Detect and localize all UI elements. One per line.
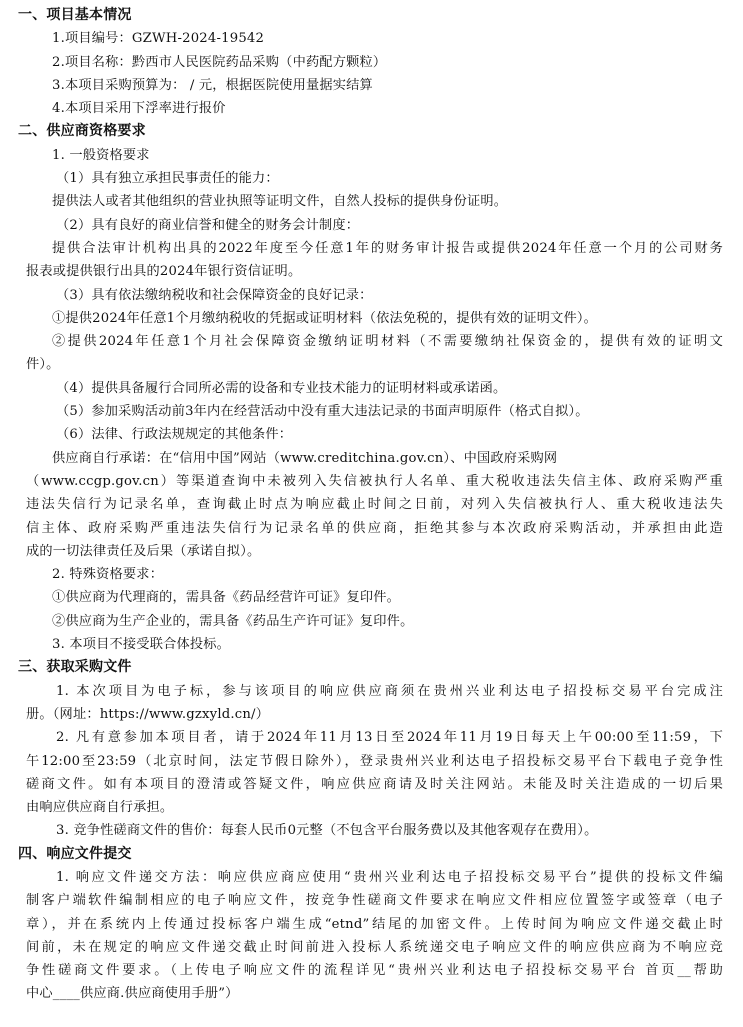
text-line: 册。（网址：https://www.gzxyld.cn/）: [26, 706, 270, 722]
text-line: （3）具有依法缴纳税收和社会保障资金的良好记录：: [56, 287, 373, 303]
text-line: 提供合法审计机构出具的2022年度至今任意1年的财务审计报告或提供2024年任意一个月的公司财务: [52, 240, 723, 256]
section-heading: 三、获取采购文件: [18, 659, 132, 676]
text-line: 章），并在系统内上传通过投标客户端生成“etnd”结尾的加密文件。上传时间为响应文件递交截止时: [26, 916, 723, 932]
text-line: 成的一切法律责任及后果（承诺自拟）。: [26, 543, 261, 559]
text-line: 3. 本项目不接受联合体投标。: [52, 637, 231, 653]
text-line: （5）参加采购活动前3年内在经营活动中没有重大违法记录的书面声明原件（格式自拟）。: [56, 404, 589, 420]
text-line: 3. 竞争性磋商文件的售价：每套人民币0元整（不包含平台服务费以及其他客观存在费用）。: [56, 823, 598, 839]
section-heading: 四、响应文件提交: [18, 845, 132, 862]
section-heading: 二、供应商资格要求: [18, 123, 146, 140]
text-line: 2. 凡有意参加本项目者，请于2024年11月13日至2024年11月19日每天上午00:00至11:59，下: [56, 730, 723, 746]
text-line: 1. 一般资格要求: [52, 147, 150, 163]
text-line: （4）提供具备履行合同所必需的设备和专业技术能力的证明材料或承诺函。: [56, 380, 507, 396]
text-line: 1.项目编号：GZWH-2024-19542: [52, 31, 265, 47]
text-line: 制客户端软件编制相应的电子响应文件，按竞争性磋商文件要求在响应文件相应位置签字或签章（电子: [26, 893, 723, 909]
text-line: ①提供2024年任意1个月缴纳税收的凭据或证明材料（依法免税的，提供有效的证明文件）。: [52, 310, 598, 326]
text-line: 件）。: [26, 357, 60, 373]
text-line: 争性磋商文件要求。（上传电子响应文件的流程详见“贵州兴业利达电子招投标交易平台 首页__帮助: [26, 963, 723, 979]
text-line: 4.本项目采用下浮率进行报价: [52, 101, 226, 117]
section-heading: 一、项目基本情况: [18, 7, 132, 23]
text-line: ①供应商为代理商的，需具备《药品经营许可证》复印件。: [52, 590, 401, 606]
text-line: 3.本项目采购预算为： / 元，根据医院使用量据实结算: [52, 77, 373, 93]
text-line: 由响应供应商自行承担。: [26, 800, 174, 816]
text-line: 间前，未在规定的响应文件递交截止时间前进入投标人系统递交电子响应文件的响应供应商为不响应竞: [26, 939, 723, 955]
text-line: 磋商文件。如有本项目的澄清或答疑文件，响应供应商请及时关注网站。未能及时关注造成的一切后果: [26, 776, 723, 792]
text-line: 违法失信行为记录名单，查询截止时点为响应截止时间之日前，对列入失信被执行人、重大税收违法失: [26, 497, 723, 513]
text-line: ②供应商为生产企业的，需具备《药品生产许可证》复印件。: [52, 613, 414, 629]
text-line: 供应商自行承诺：在“信用中国”网站（www.creditchina.gov.cn）、中国政府采购网: [52, 450, 558, 466]
text-line: 1. 响应文件递交方法：响应供应商应使用“贵州兴业利达电子招投标交易平台”提供的投标文件编: [56, 869, 723, 885]
text-line: （www.ccgp.gov.cn）等渠道查询中未被列入失信被执行人名单、重大税收违法失信主体、政府采购严重: [26, 473, 723, 489]
text-line: 1. 本次项目为电子标，参与该项目的响应供应商须在贵州兴业利达电子招投标交易平台完成注: [56, 683, 723, 699]
text-line: 2.项目名称：黔西市人民医院药品采购（中药配方颗粒）: [52, 54, 387, 70]
text-line: 报表或提供银行出具的2024年银行资信证明。: [26, 264, 302, 280]
text-line: 2. 特殊资格要求：: [52, 567, 164, 583]
text-line: 提供法人或者其他组织的营业执照等证明文件，自然人投标的提供身份证明。: [52, 194, 508, 210]
text-line: （6）法律、行政法规规定的其他条件：: [56, 427, 293, 443]
text-line: 中心____供应商.供应商使用手册”）: [26, 986, 239, 1002]
text-line: 午12:00至23:59（北京时间，法定节假日除外），登录贵州兴业利达电子招投标交易平台下载电子竞争性: [26, 753, 723, 769]
text-line: ②提供2024年任意1个月社会保障资金缴纳证明材料（不需要缴纳社保资金的，提供有效的证明文: [52, 334, 723, 350]
text-line: 信主体、政府采购严重违法失信行为记录名单的供应商，拒绝其参与本次政府采购活动，并承担由此造: [26, 520, 723, 536]
text-line: （2）具有良好的商业信誉和健全的财务会计制度：: [56, 217, 360, 233]
text-line: （1）具有独立承担民事责任的能力：: [56, 171, 279, 187]
